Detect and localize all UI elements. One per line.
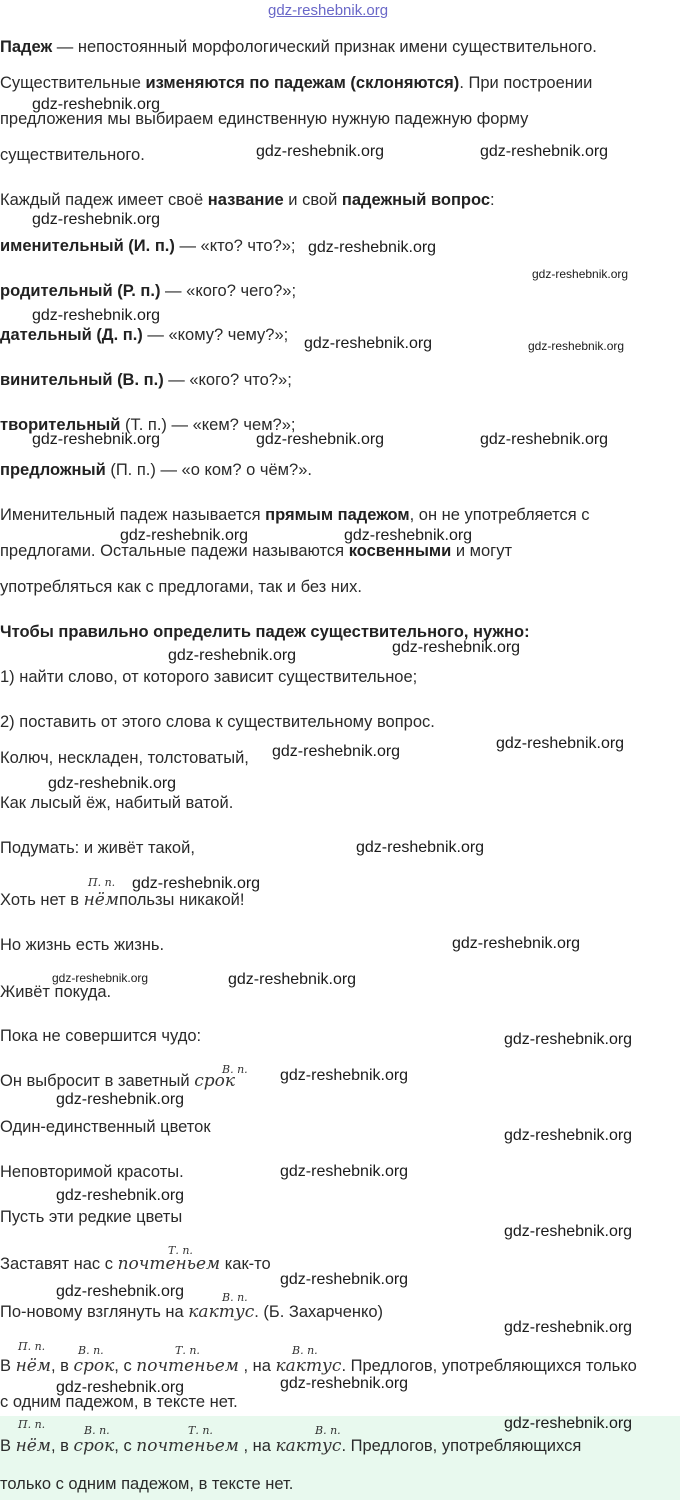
definition-text: — непостоянный морфологический признак имени существительного.	[52, 38, 597, 56]
watermark: gdz-reshebnik.org	[496, 735, 625, 752]
watermark: gdz-reshebnik.org	[280, 1375, 409, 1392]
watermark: gdz-reshebnik.org	[480, 431, 609, 448]
case-name: дательный (Д. п.)	[0, 326, 143, 344]
watermark: gdz-reshebnik.org	[344, 527, 473, 544]
watermark: gdz-reshebnik.org	[280, 1067, 409, 1084]
case-name: именительный (И. п.)	[0, 237, 175, 255]
case-name: творительный	[0, 416, 121, 434]
watermark: gdz-reshebnik.org	[480, 143, 609, 160]
bold-text: прямым падежом	[265, 506, 410, 524]
case-mark: В. п.	[222, 1291, 248, 1304]
watermark: gdz-reshebnik.org	[392, 639, 521, 656]
paragraph-line: существительного.	[0, 146, 145, 164]
text: Каждый падеж имеет своё	[0, 191, 208, 209]
poem-line	[0, 1302, 383, 1322]
text: и могут	[451, 542, 512, 560]
handwritten-word: почтеньем	[117, 1254, 221, 1274]
case-mark: В. п.	[222, 1063, 248, 1076]
rule-step: 1) найти слово, от которого зависит существительное;	[0, 668, 418, 686]
term-padezh: Падеж	[0, 38, 53, 56]
watermark: gdz-reshebnik.org	[504, 1223, 633, 1240]
handwritten-word: почтеньем	[136, 1356, 239, 1376]
handwritten-word: нём	[15, 1356, 51, 1376]
text: , в	[50, 1437, 74, 1455]
watermark: gdz-reshebnik.org	[120, 527, 249, 544]
handwritten-word: кактус	[188, 1302, 255, 1322]
watermark: gdz-reshebnik.org	[56, 1187, 185, 1204]
case-item	[0, 325, 288, 345]
case-mark: П. п.	[88, 876, 116, 889]
paragraph-line: употребляться как с предлогами, так и без них.	[0, 578, 362, 596]
watermark: gdz-reshebnik.org	[272, 743, 401, 760]
text: . Предлогов, употребляющихся только	[341, 1357, 637, 1375]
handwritten-word: срок	[73, 1356, 115, 1376]
case-mark: Т. п.	[168, 1244, 193, 1257]
poem-line: Но жизнь есть жизнь.	[0, 936, 165, 954]
text: Именительный падеж называется	[0, 506, 266, 524]
watermark: gdz-reshebnik.org	[32, 96, 161, 113]
watermark: gdz-reshebnik.org	[52, 971, 149, 985]
watermark: gdz-reshebnik.org	[168, 647, 297, 664]
watermark: gdz-reshebnik.org	[132, 875, 261, 892]
text: , на	[238, 1357, 276, 1375]
text: Существительные	[0, 74, 146, 92]
poem-line: Живёт покуда.	[0, 983, 112, 1001]
paragraph-line	[0, 73, 592, 93]
text: . При построении	[459, 74, 593, 92]
text: , с	[114, 1357, 137, 1375]
poem-line: Как лысый ёж, набитый ватой.	[0, 794, 234, 812]
watermark: gdz-reshebnik.org	[504, 1031, 633, 1048]
bold-text: косвенными	[348, 542, 452, 560]
text: В	[0, 1437, 16, 1455]
text: , с	[114, 1437, 137, 1455]
case-name: винительный (В. п.)	[0, 371, 164, 389]
rule-step: 2) поставить от этого слова к существительному вопрос.	[0, 713, 435, 731]
handwritten-word: нём	[83, 890, 119, 910]
poem-line	[0, 1254, 271, 1274]
text: и свой	[283, 191, 342, 209]
text: как-то	[220, 1255, 271, 1273]
site-watermark-link[interactable]: gdz-reshebnik.org	[268, 2, 389, 19]
bold-text: Чтобы правильно определить падеж существительного, нужно:	[0, 623, 530, 641]
watermark: gdz-reshebnik.org	[504, 1415, 633, 1432]
watermark: gdz-reshebnik.org	[532, 267, 629, 281]
paragraph-line	[0, 190, 495, 210]
watermark: gdz-reshebnik.org	[228, 971, 357, 988]
text: Он выбросит в заветный	[0, 1072, 195, 1090]
case-item	[0, 370, 292, 390]
watermark: gdz-reshebnik.org	[280, 1271, 409, 1288]
text: , в	[50, 1357, 74, 1375]
poem-line: Пока не совершится чудо:	[0, 1027, 202, 1045]
poem-line: Подумать: и живёт такой,	[0, 839, 195, 857]
watermark: gdz-reshebnik.org	[48, 775, 177, 792]
watermark: gdz-reshebnik.org	[32, 211, 161, 228]
text: :	[490, 191, 495, 209]
case-item	[0, 281, 296, 301]
watermark: gdz-reshebnik.org	[32, 431, 161, 448]
case-mark: Т. п.	[175, 1344, 200, 1357]
text: Заставят нас с	[0, 1255, 118, 1273]
definition-line	[0, 37, 597, 57]
watermark: gdz-reshebnik.org	[56, 1283, 185, 1300]
handwritten-word: кактус	[275, 1436, 342, 1456]
watermark: gdz-reshebnik.org	[504, 1319, 633, 1336]
case-mark: П. п.	[18, 1418, 46, 1431]
poem-line: Неповторимой красоты.	[0, 1163, 184, 1181]
watermark: gdz-reshebnik.org	[32, 307, 161, 324]
bold-text: падежный вопрос	[341, 191, 491, 209]
case-question: — «кому? чему?»;	[142, 326, 289, 344]
paragraph-line	[0, 505, 590, 525]
answer-line: только с одним падежом, в тексте нет.	[0, 1475, 294, 1493]
watermark: gdz-reshebnik.org	[504, 1127, 633, 1144]
watermark: gdz-reshebnik.org	[304, 335, 433, 352]
bold-text: название	[207, 191, 284, 209]
paragraph-line: предложения мы выбираем единственную нужную падежную форму	[0, 110, 529, 128]
case-mark: В. п.	[315, 1424, 341, 1437]
handwritten-word: срок	[194, 1071, 235, 1091]
poem-line: Колюч, нескладен, толстоватый,	[0, 749, 249, 767]
poem-line	[0, 890, 244, 910]
handwritten-word: почтеньем	[136, 1436, 239, 1456]
watermark: gdz-reshebnik.org	[256, 143, 385, 160]
case-mark: В. п.	[78, 1344, 104, 1357]
case-question: (Т. п.) — «кем? чем?»;	[120, 416, 296, 434]
handwritten-word: нём	[15, 1436, 51, 1456]
bold-text: изменяются по падежам (склоняются)	[145, 74, 460, 92]
text: . Предлогов, употребляющихся	[341, 1437, 582, 1455]
watermark: gdz-reshebnik.org	[280, 1163, 409, 1180]
case-question: (П. п.) — «о ком? о чём?».	[105, 461, 312, 479]
case-question: — «кто? что?»;	[174, 237, 296, 255]
watermark: gdz-reshebnik.org	[56, 1379, 185, 1396]
summary-line: с одним падежом, в тексте нет.	[0, 1393, 238, 1411]
watermark: gdz-reshebnik.org	[452, 935, 581, 952]
text: пользы никакой!	[118, 891, 245, 909]
poem-line: Пусть эти редкие цветы	[0, 1208, 183, 1226]
poem-line: Один-единственный цветок	[0, 1118, 211, 1136]
handwritten-word: кактус	[275, 1356, 342, 1376]
watermark: gdz-reshebnik.org	[256, 431, 385, 448]
case-name: родительный (Р. п.)	[0, 282, 161, 300]
case-item	[0, 236, 296, 256]
text: Хоть нет в	[0, 891, 84, 909]
watermark: gdz-reshebnik.org	[356, 839, 485, 856]
case-item	[0, 460, 312, 480]
case-question: — «кого? чего?»;	[160, 282, 297, 300]
watermark: gdz-reshebnik.org	[56, 1091, 185, 1108]
case-question: — «кого? что?»;	[163, 371, 292, 389]
watermark: gdz-reshebnik.org	[528, 339, 625, 353]
text: , он не употребляется с	[409, 506, 590, 524]
watermark: gdz-reshebnik.org	[308, 239, 437, 256]
case-mark: В. п.	[292, 1344, 318, 1357]
handwritten-word: срок	[73, 1436, 115, 1456]
text: предлогами. Остальные падежи называются	[0, 542, 349, 560]
text: В	[0, 1357, 16, 1375]
case-mark: П. п.	[18, 1340, 46, 1353]
text: По-новому взглянуть на	[0, 1303, 189, 1321]
case-name: предложный	[0, 461, 106, 479]
case-mark: Т. п.	[188, 1424, 213, 1437]
summary-line	[0, 1356, 637, 1376]
text: . (Б. Захарченко)	[254, 1303, 384, 1321]
answer-line	[0, 1436, 581, 1456]
case-mark: В. п.	[84, 1424, 110, 1437]
text: , на	[238, 1437, 276, 1455]
poem-line	[0, 1071, 235, 1091]
